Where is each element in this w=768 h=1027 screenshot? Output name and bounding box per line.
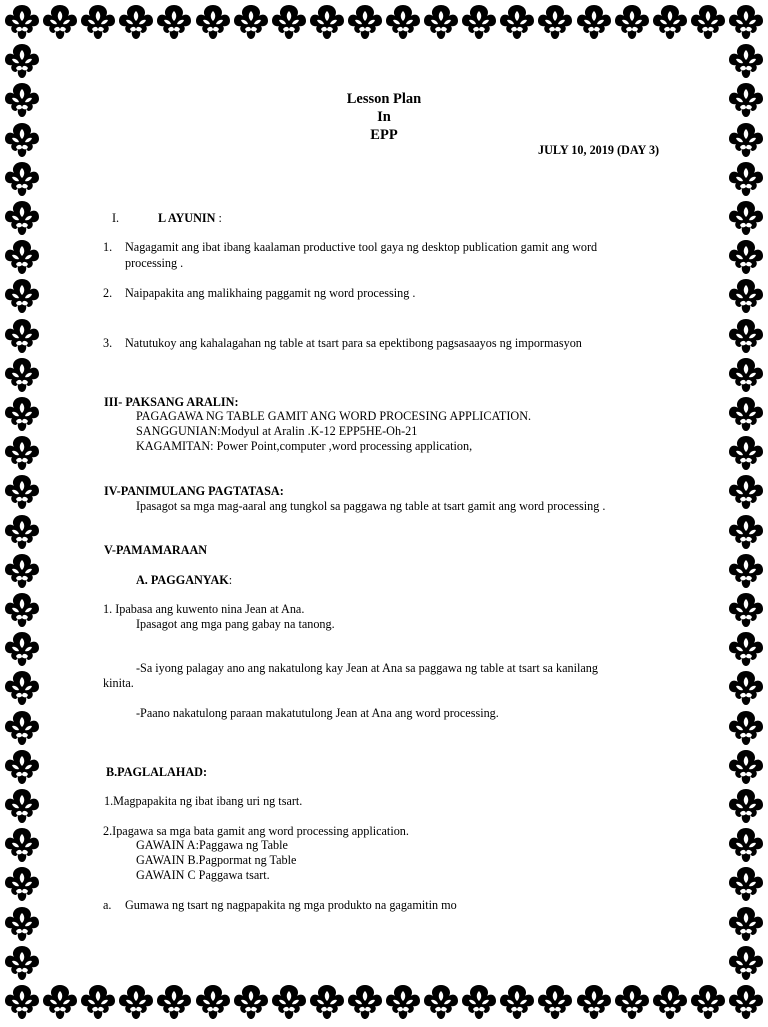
section-i-numeral: I. — [112, 211, 120, 225]
panimulang-line-1: Ipasagot sa mga mag-aaral ang tungkol sa paggawa ng table at tsart gamit ang word processing . — [136, 499, 606, 513]
question-1-line-2: kinita. — [103, 676, 134, 690]
objective-3-line-1: Natutukoy ang kahalagahan ng table at tsart para sa epektibong pagsasaayos ng impormasyon — [125, 336, 582, 350]
paksang-aralin-line-1: PAGAGAWA NG TABLE GAMIT ANG WORD PROCESING APPLICATION. — [136, 409, 532, 423]
item-a-label: a. — [103, 898, 112, 912]
item-a-text: Gumawa ng tsart ng nagpapakita ng mga produkto na gagamitin mo — [125, 898, 457, 912]
ayunin-heading: L AYUNIN — [158, 211, 216, 225]
pagganyak-label: A. PAGGANYAK — [136, 573, 229, 587]
paksang-aralin-line-3: KAGAMITAN: Power Point,computer ,word processing application, — [136, 439, 473, 453]
question-1-line-1: -Sa iyong palagay ano ang nakatulong kay Jean at Ana sa paggawa ng table at tsart sa kanilang — [136, 661, 598, 675]
gawain-b: GAWAIN B.Pagpormat ng Table — [136, 853, 297, 867]
pagganyak-heading — [136, 573, 232, 588]
paglalahad-item-1: 1.Magpapakita ng ibat ibang uri ng tsart. — [104, 794, 303, 808]
objective-1-line-1: Nagagamit ang ibat ibang kaalaman productive tool gaya ng desktop publication gamit ang word — [125, 240, 598, 254]
objective-3-num: 3. — [103, 336, 113, 350]
paksang-aralin-heading: III- PAKSANG ARALIN: — [104, 395, 239, 409]
paglalahad-heading: B.PAGLALAHAD: — [106, 765, 207, 779]
paglalahad-item-2: 2.Ipagawa sa mga bata gamit ang word processing application. — [103, 824, 409, 838]
ayunin-colon: : — [218, 211, 222, 225]
lesson-date: JULY 10, 2019 (DAY 3) — [538, 143, 660, 157]
objective-2-num: 2. — [103, 286, 113, 300]
pagganyak-colon: : — [228, 573, 233, 587]
objective-1-line-2: processing . — [125, 256, 184, 270]
title-line-2: In — [377, 109, 391, 125]
gawain-c: GAWAIN C Paggawa tsart. — [136, 868, 270, 882]
objective-2-line-1: Naipapakita ang malikhaing paggamit ng word processing . — [125, 286, 416, 300]
pagganyak-item-1-line-1: 1. Ipabasa ang kuwento nina Jean at Ana. — [103, 602, 305, 616]
pagganyak-item-1-line-2: Ipasagot ang mga pang gabay na tanong. — [136, 617, 335, 631]
paksang-aralin-line-2: SANGGUNIAN:Modyul at Aralin .K-12 EPP5HE-Oh-21 — [136, 424, 418, 438]
objective-1-num: 1. — [103, 240, 113, 254]
section-i-heading — [158, 211, 222, 226]
question-2: -Paano nakatulong paraan makatutulong Jean at Ana ang word processing. — [136, 706, 499, 720]
panimulang-heading: IV-PANIMULANG PAGTATASA: — [104, 484, 284, 498]
title-line-1: Lesson Plan — [346, 91, 422, 107]
pamamaraan-heading: V-PAMAMARAAN — [104, 543, 208, 557]
title-line-3: EPP — [370, 127, 398, 143]
gawain-a: GAWAIN A:Paggawa ng Table — [136, 838, 288, 852]
